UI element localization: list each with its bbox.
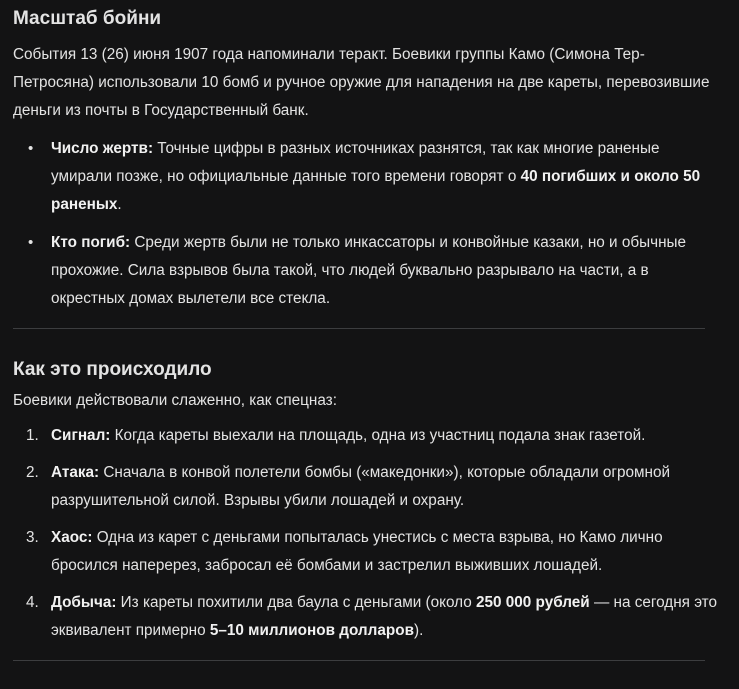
list-item-casualties [13,135,719,219]
list-item-attack [13,459,719,515]
item-text: Из кареты похитили два баула с деньгами (около [116,594,477,611]
section-heading-scale: Масштаб бойни [13,8,162,29]
item-label: Число жертв: [51,140,154,157]
list-number: 1. [26,427,39,444]
section-intro-paragraph: Боевики действовали слаженно, как спецназ: [13,392,337,409]
item-text: Одна из карет с деньгами попыталась унестись с места взрыва, но Камо лично бросился наперерез, забросал её бомбами и застрелил выживших лошадей. [51,529,663,574]
list-item-signal [13,422,719,450]
item-label: Добыча: [51,594,117,611]
list-number: 2. [26,464,39,481]
list-item-victims [13,229,719,313]
item-label: Атака: [51,464,100,481]
item-label: Хаос: [51,529,93,546]
section-intro-paragraph: События 13 (26) июня 1907 года напоминали теракт. Боевики группы Камо (Симона Тер-Петросяна) использовали 10 бомб и ручное оружие для нападения на две кареты, перевозившие деньги из почты в Государственный банк. [13,46,710,119]
section-divider [13,328,705,329]
section-heading-how: Как это происходило [13,359,212,380]
list-item-chaos [13,524,719,580]
response-content [13,0,719,661]
item-text-end: ). [413,622,424,639]
list-number: 3. [26,529,39,546]
item-text: Сначала в конвой полетели бомбы («македонки»), которые обладали огромной разрушительной силой. Взрывы убили лошадей и охрану. [51,464,670,509]
item-label: Сигнал: [51,427,111,444]
item-bold-equivalent: 5–10 миллионов долларов [209,622,414,639]
bullet-marker: • [28,234,34,251]
numbered-list [13,422,719,645]
item-text: Когда кареты выехали на площадь, одна из участниц подала знак газетой. [110,427,646,444]
item-text: Точные цифры в разных источниках разнятся, так как многие раненые умирали позже, но официальные данные того времени говорят о [51,140,660,185]
section-how [13,358,719,645]
item-text-end: . [117,196,122,213]
bullet-marker: • [28,140,34,157]
item-text: Среди жертв были не только инкассаторы и конвойные казаки, но и обычные прохожие. Сила взрывов была такой, что людей буквально разрывало на части, а в окрестных домах вылетели все стекла. [51,234,687,307]
bullet-list [13,135,719,313]
item-text-mid: — на сегодня это эквивалент примерно [51,594,718,639]
item-label: Кто погиб: [51,234,131,251]
item-bold-amount: 250 000 рублей [476,594,590,611]
item-bold-text: 40 погибших и около 50 раненых [51,168,701,213]
section-divider [13,660,705,661]
list-number: 4. [26,594,39,611]
list-item-loot [13,589,719,645]
